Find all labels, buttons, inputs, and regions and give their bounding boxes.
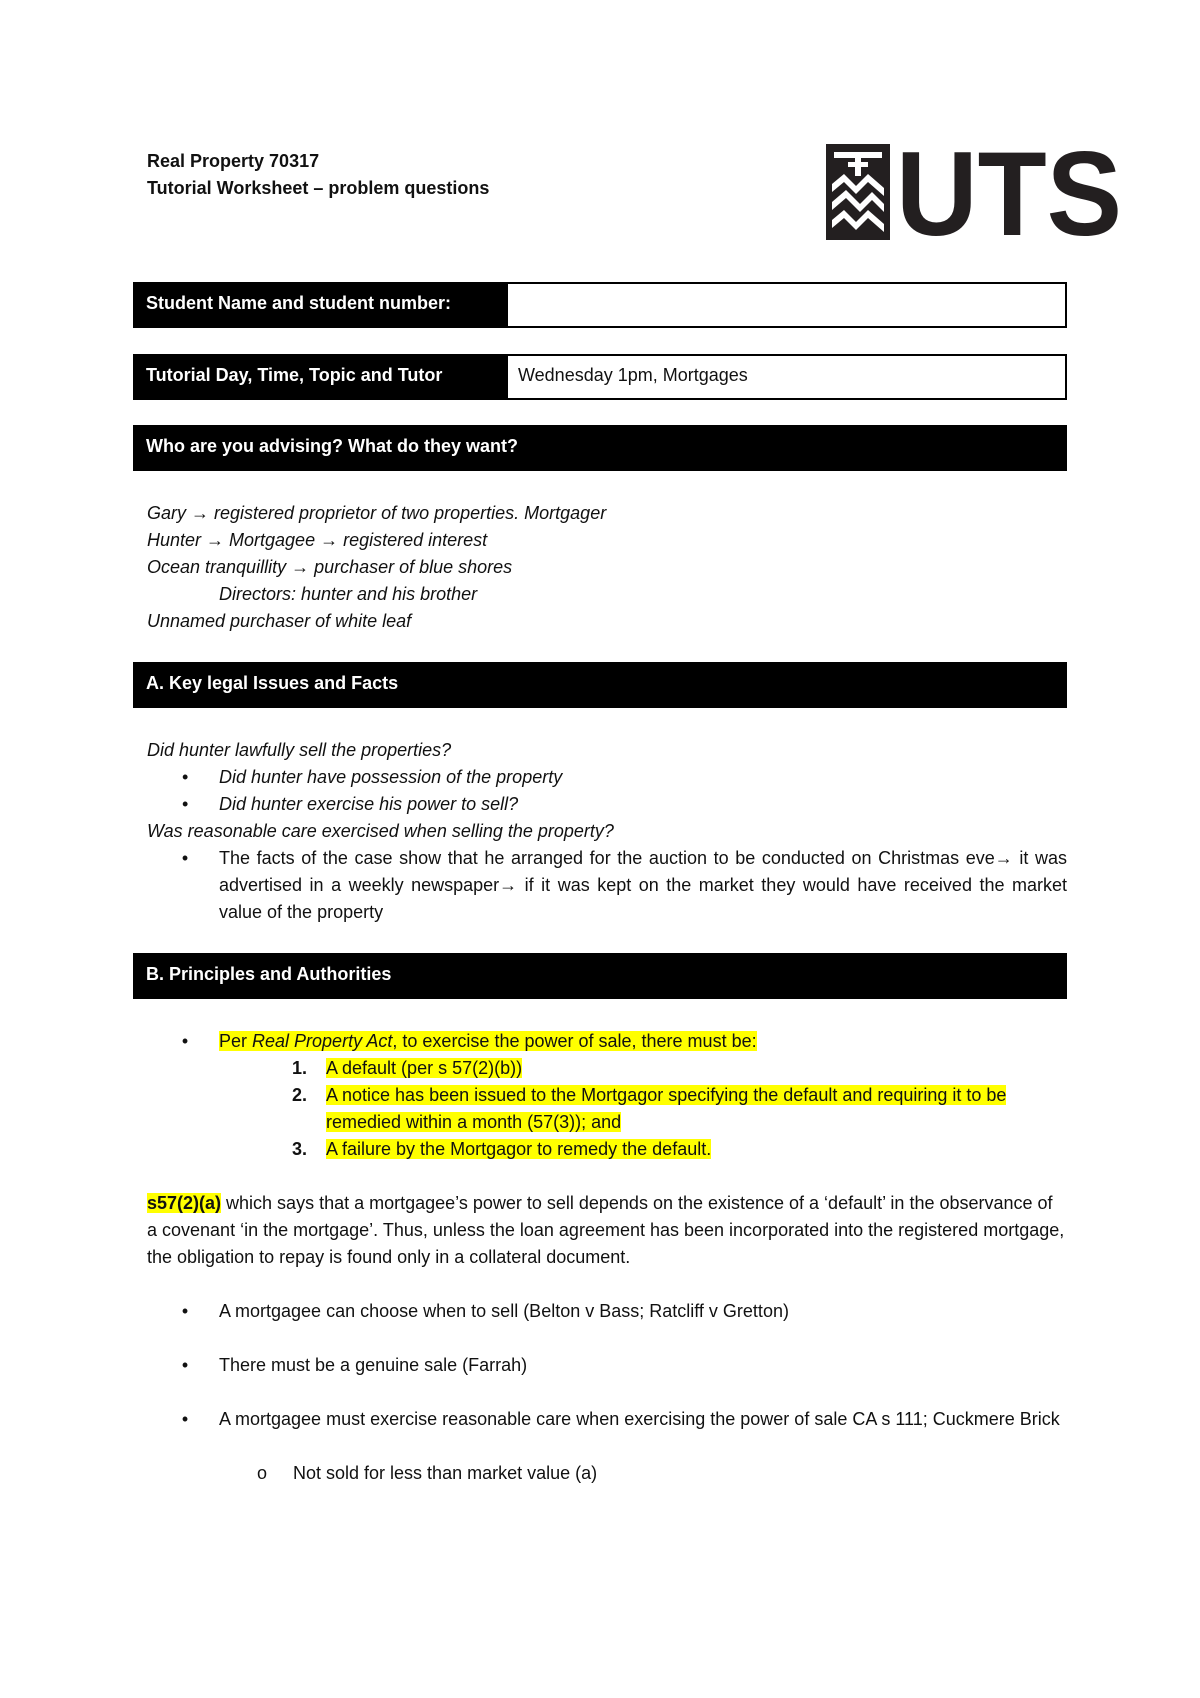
sub-list-item: o Not sold for less than market value (a) xyxy=(147,1460,1067,1487)
issue-question: Was reasonable care exercised when selling the property? xyxy=(147,821,614,841)
party-line: Directors: hunter and his brother xyxy=(219,584,478,604)
advising-parties xyxy=(147,500,1067,635)
list-item: • Did hunter have possession of the property xyxy=(147,764,1067,791)
party-line: Ocean tranquillity → purchaser of blue shores xyxy=(147,557,513,577)
list-item: • Did hunter exercise his power to sell? xyxy=(147,791,1067,818)
list-item: • A mortgagee must exercise reasonable care when exercising the power of sale CA s 111; Cuckmere Brick xyxy=(147,1406,1067,1433)
act-name: Real Property Act xyxy=(252,1031,393,1051)
student-name-row xyxy=(133,282,1067,328)
section-b-content xyxy=(147,1028,1067,1487)
party-line: Hunter → Mortgagee → registered interest xyxy=(147,530,488,550)
bullet-icon: • xyxy=(181,767,189,787)
s57-reference: s57(2)(a) xyxy=(147,1193,222,1213)
advising-heading: Who are you advising? What do they want? xyxy=(133,425,1067,471)
s57-paragraph: s57(2)(a) which says that a mortgagee’s power to sell depends on the existence of a ‘default’ in the observance of a covenant ‘in the mortgage’. Thus, unless the loan agreement has been incorporated into the registered mortgage, the obligation to repay is found only in a collateral document. xyxy=(147,1193,1065,1267)
numbered-item: 3. A failure by the Mortgagor to remedy the default. xyxy=(292,1139,712,1159)
list-item: • There must be a genuine sale (Farrah) xyxy=(147,1352,1067,1379)
document-title xyxy=(147,148,489,202)
student-name-label: Student Name and student number: xyxy=(133,282,506,328)
party-line: Unnamed purchaser of white leaf xyxy=(147,611,412,631)
numbered-item: 1. A default (per s 57(2)(b)) xyxy=(292,1058,523,1078)
list-item: • The facts of the case show that he arranged for the auction to be conducted on Christmas eve→ it was advertised in a weekly newspaper→ if it was kept on the market they would have received the market value of the property xyxy=(147,845,1067,926)
sub-bullet-icon: o xyxy=(257,1463,268,1483)
section-a-content xyxy=(147,737,1067,926)
section-b-heading: B. Principles and Authorities xyxy=(133,953,1067,999)
tutorial-field[interactable]: Wednesday 1pm, Mortgages xyxy=(506,354,1067,400)
numbered-item: 2. A notice has been issued to the Mortgagor specifying the default and requiring it to be remedied within a month (57(3)); and xyxy=(292,1085,1007,1132)
uts-logo-text: UTS xyxy=(896,144,1122,240)
worksheet-title: Tutorial Worksheet – problem questions xyxy=(147,178,490,198)
list-item: • Per Real Property Act, to exercise the power of sale, there must be: xyxy=(147,1028,1067,1055)
tutorial-label: Tutorial Day, Time, Topic and Tutor xyxy=(133,354,506,400)
bullet-icon: • xyxy=(181,794,189,814)
bullet-icon: • xyxy=(181,848,189,868)
party-line: Gary → registered proprietor of two properties. Mortgager xyxy=(147,503,607,523)
bullet-icon: • xyxy=(181,1409,189,1429)
bullet-icon: • xyxy=(181,1355,189,1375)
issue-question: Did hunter lawfully sell the properties? xyxy=(147,740,452,760)
bullet-icon: • xyxy=(181,1031,189,1051)
student-name-field[interactable] xyxy=(506,282,1067,328)
bullet-icon: • xyxy=(181,1301,189,1321)
course-title: Real Property 70317 xyxy=(147,151,320,171)
list-item: • A mortgagee can choose when to sell (Belton v Bass; Ratcliff v Gretton) xyxy=(147,1298,1067,1325)
tutorial-row xyxy=(133,354,1067,400)
section-a-heading: A. Key legal Issues and Facts xyxy=(133,662,1067,708)
uts-logo xyxy=(826,144,1122,240)
